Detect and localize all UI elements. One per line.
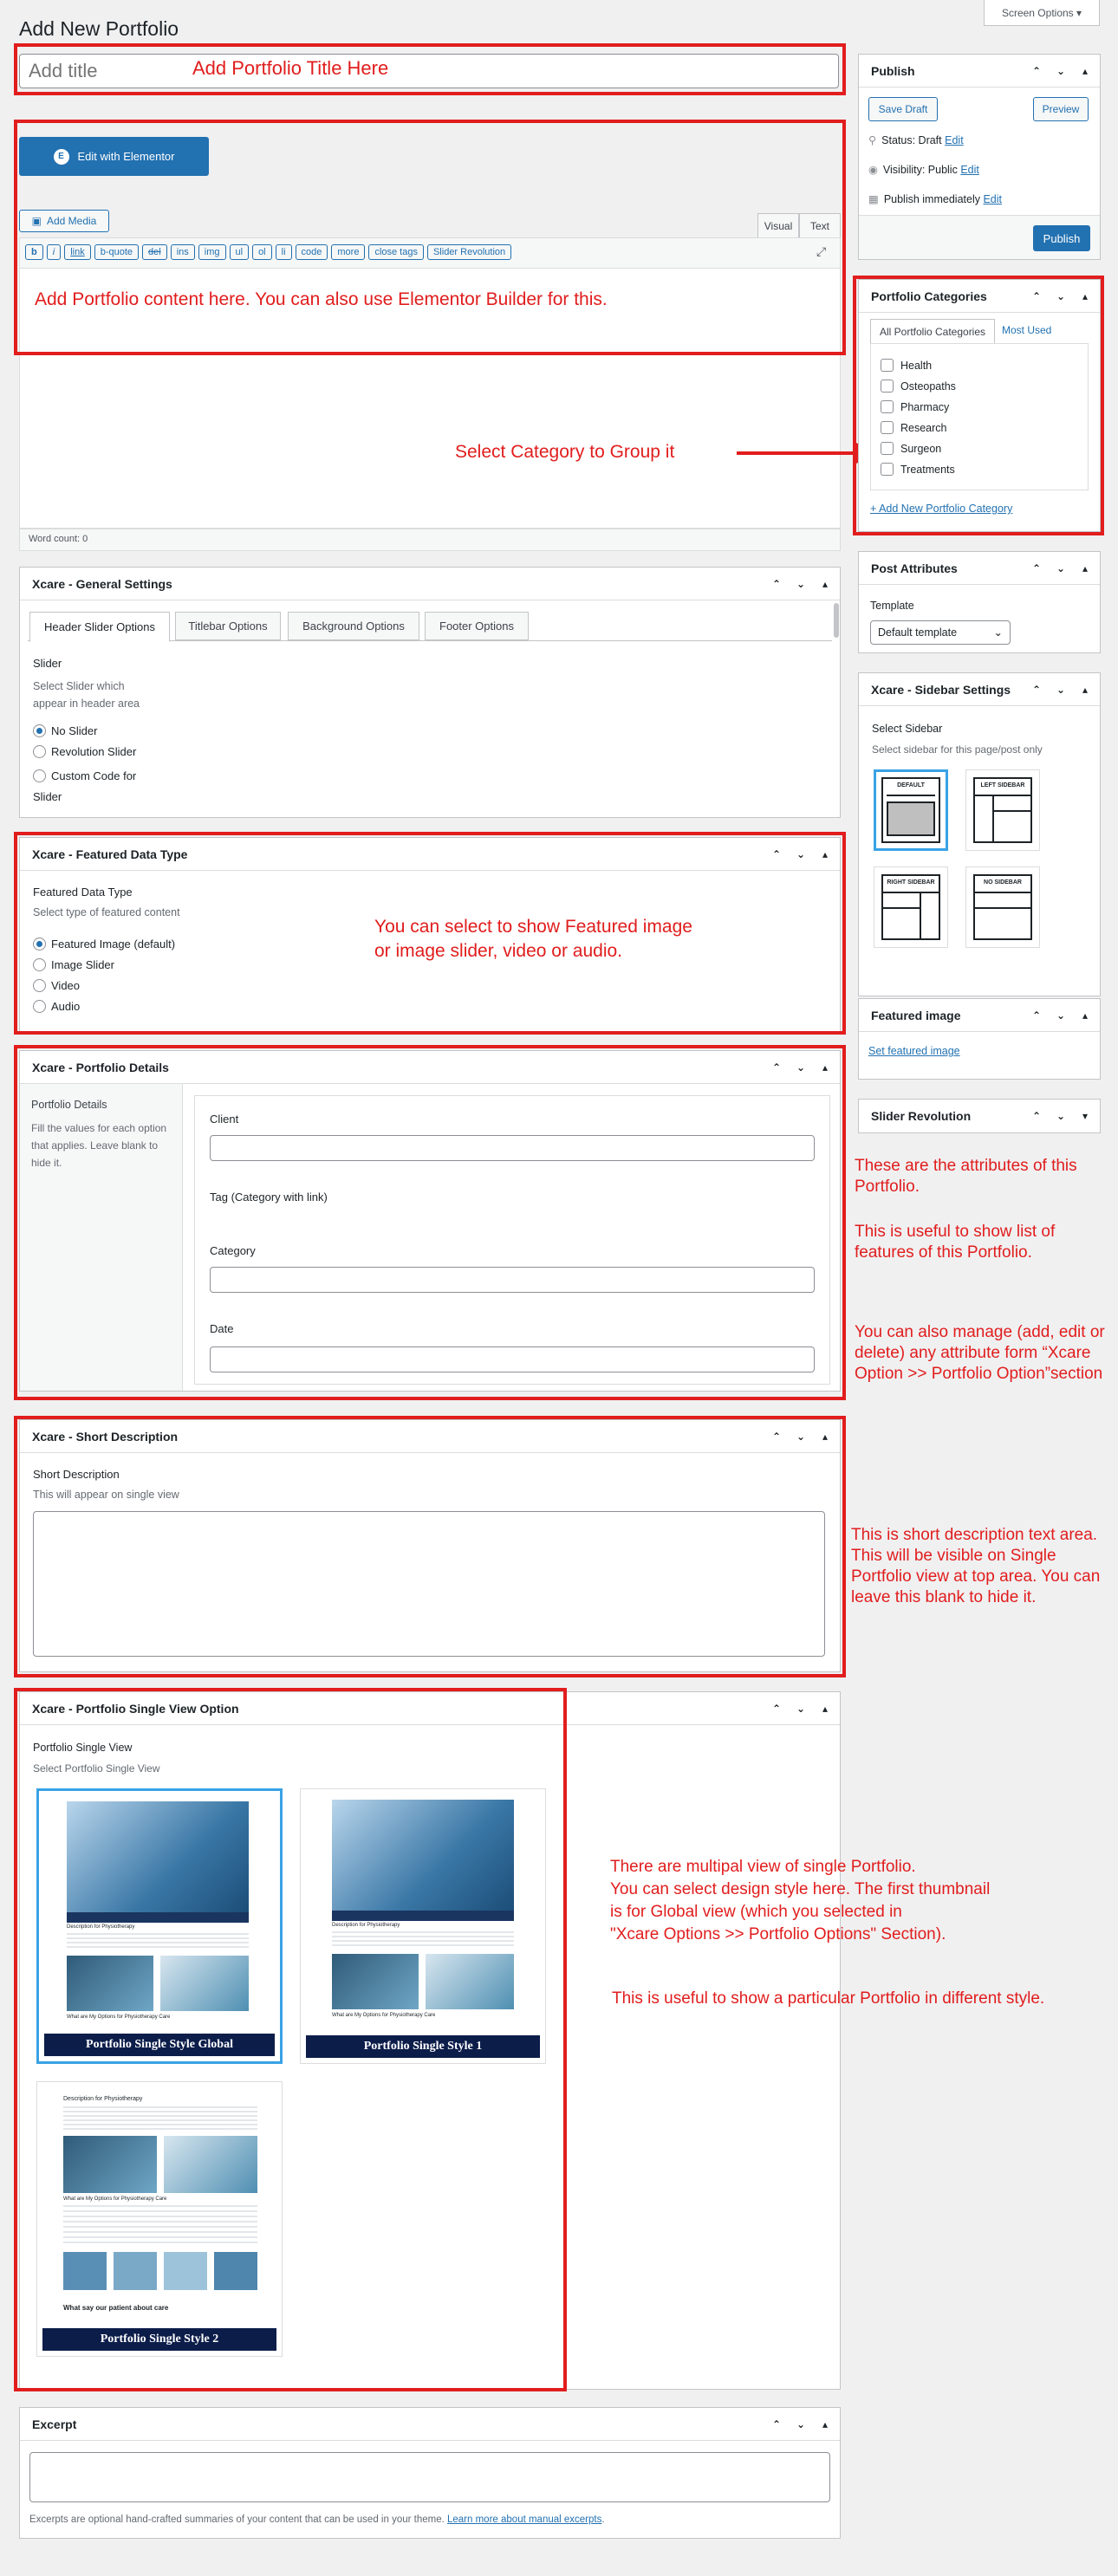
toggle-icon[interactable]: ▴ [1082, 561, 1089, 574]
qt-bquote[interactable]: b-quote [94, 244, 139, 260]
excerpt-help: Excerpts are optional hand-crafted summaries of your content that can be used in your theme. Learn more about manual excerpts. [29, 2514, 605, 2525]
sidebar-label: Select Sidebar [872, 723, 943, 735]
slider-label: Slider [33, 657, 62, 670]
date-input[interactable] [210, 1346, 815, 1372]
qt-img[interactable]: img [198, 244, 226, 260]
sidebar-option-none[interactable] [965, 866, 1040, 948]
thumb-caption-style-1: Portfolio Single Style 1 [306, 2035, 540, 2058]
move-up-icon[interactable]: ⌃ [771, 1430, 782, 1443]
general-settings-title: Xcare - General Settings [32, 576, 172, 591]
portfolio-details-title: Xcare - Portfolio Details [32, 1060, 169, 1074]
category-health[interactable]: Health [881, 359, 932, 372]
chevron-down-icon: ⌄ [993, 626, 1003, 639]
category-treatments[interactable]: Treatments [881, 463, 955, 476]
toggle-icon[interactable]: ▴ [822, 577, 829, 590]
note-short: This is short description text area. This will be visible on Single Portfolio view at top area. You can leave this blank to hide it. [851, 1526, 1101, 1606]
add-category-link[interactable]: + Add New Portfolio Category [870, 503, 1013, 515]
excerpt-textarea[interactable] [29, 2452, 830, 2502]
schedule-edit-link[interactable]: Edit [983, 193, 1003, 205]
date-label: Date [210, 1322, 234, 1335]
toggle-icon[interactable]: ▾ [1082, 1110, 1089, 1122]
short-description-label: Short Description [33, 1468, 120, 1481]
thumb-hospital-photo [67, 1801, 249, 1912]
thumb-caption-style-2: Portfolio Single Style 2 [42, 2328, 276, 2351]
toggle-icon[interactable]: ▴ [1082, 289, 1089, 302]
qt-more[interactable]: more [331, 244, 365, 260]
move-down-icon[interactable]: ⌄ [1056, 683, 1066, 696]
move-up-icon[interactable]: ⌃ [771, 847, 782, 860]
thumb-caption-global: Portfolio Single Style Global [44, 2034, 275, 2056]
move-up-icon[interactable]: ⌃ [1031, 683, 1042, 696]
toggle-icon[interactable]: ▴ [822, 1702, 829, 1715]
move-down-icon[interactable]: ⌄ [1056, 289, 1066, 302]
quicktags-toolbar [19, 237, 841, 269]
move-up-icon[interactable]: ⌃ [1031, 64, 1042, 77]
toggle-icon[interactable]: ▴ [822, 1061, 829, 1074]
option-no-slider[interactable]: No Slider [33, 724, 97, 737]
move-up-icon[interactable]: ⌃ [1031, 1009, 1042, 1022]
note-attr-3: You can also manage (add, edit or delete) any attribute form “Xcare Option >> Portfolio Option”section [855, 1323, 1105, 1383]
eye-icon: ◉ [868, 164, 878, 176]
toggle-icon[interactable]: ▴ [822, 2417, 829, 2430]
details-side-desc: Fill the values for each option that applies. Leave blank to hide it. [31, 1122, 167, 1169]
note-single-2: This is useful to show a particular Portfolio in different style. [612, 1989, 1045, 2008]
thumb-heading-2: What are My Options for Physiotherapy Care [332, 2013, 436, 2018]
thumb-photo-nurse [164, 2136, 257, 2193]
thumb-photo-surgeons [63, 2136, 157, 2193]
add-media-button[interactable]: ▣ Add Media [19, 210, 109, 232]
status-edit-link[interactable]: Edit [945, 134, 964, 146]
move-up-icon[interactable]: ⌃ [771, 1061, 782, 1074]
move-down-icon[interactable]: ⌄ [1056, 1110, 1066, 1122]
word-count: Word count: 0 [29, 534, 88, 544]
tab-header-slider[interactable]: Header Slider Options [29, 612, 170, 642]
thumb-photo-surgeons [67, 1956, 153, 2011]
note-featured: You can select to show Featured image or image slider, video or audio. [374, 917, 692, 961]
option-image-slider[interactable]: Image Slider [33, 958, 114, 971]
qt-del[interactable]: del [142, 244, 167, 260]
qt-b[interactable]: b [25, 244, 43, 260]
category-surgeon[interactable]: Surgeon [881, 442, 941, 455]
thumb-heading-3: What say our patient about care [63, 2304, 169, 2312]
single-view-desc: Select Portfolio Single View [33, 1762, 160, 1775]
note-single-1: There are multipal view of single Portfolio. You can select design style here. The first thumbnail is for Global view (which you selected in "Xcare Options >> Portfolio Options" Section). [610, 1858, 991, 1943]
tab-visual[interactable]: Visual [757, 213, 799, 237]
category-research[interactable]: Research [881, 421, 947, 434]
sidebar-option-default[interactable] [874, 769, 948, 851]
thumb-style-2[interactable] [36, 2081, 283, 2357]
qt-li[interactable]: li [276, 244, 292, 260]
thumb-photo-c [164, 2252, 207, 2290]
thumb-photo-a [63, 2252, 107, 2290]
set-featured-image-link[interactable]: Set featured image [868, 1045, 960, 1057]
thumb-heading: Description for Physiotherapy [63, 2096, 143, 2102]
move-down-icon[interactable]: ⌄ [796, 1061, 806, 1074]
sidebar-settings-title: Xcare - Sidebar Settings [871, 682, 1011, 697]
single-view-title: Xcare - Portfolio Single View Option [32, 1701, 239, 1716]
category-pharmacy[interactable]: Pharmacy [881, 400, 949, 413]
featured-image-box [858, 998, 1101, 1080]
short-description-title: Xcare - Short Description [32, 1429, 179, 1444]
move-down-icon[interactable]: ⌄ [1056, 561, 1066, 574]
sidebar-default-label: DEFAULT [897, 782, 925, 788]
toggle-icon[interactable]: ▴ [1082, 64, 1089, 77]
move-up-icon[interactable]: ⌃ [1031, 561, 1042, 574]
visibility-row: ◉ Visibility: Public Edit [868, 164, 979, 176]
qt-ol[interactable]: ol [252, 244, 272, 260]
slider-revolution-box [858, 1099, 1101, 1133]
note-title: Add Portfolio Title Here [192, 57, 389, 79]
thumb-photo-nurse [426, 1954, 514, 2009]
template-label: Template [870, 600, 914, 612]
move-up-icon[interactable]: ⌃ [771, 577, 782, 590]
client-input[interactable] [210, 1135, 815, 1161]
slider-revolution-title: Slider Revolution [871, 1109, 972, 1123]
move-down-icon[interactable]: ⌄ [796, 577, 806, 590]
title-input[interactable] [19, 54, 839, 88]
status-row: ⚲ Status: Draft Edit [868, 134, 964, 146]
excerpt-learn-more-link[interactable]: Learn more about manual excerpts [447, 2514, 602, 2525]
word-count-bar [19, 529, 841, 551]
thumb-photo-b [114, 2252, 157, 2290]
option-video[interactable]: Video [33, 979, 80, 992]
tab-footer[interactable]: Footer Options [425, 612, 529, 640]
move-down-icon[interactable]: ⌄ [796, 1430, 806, 1443]
note-category: Select Category to Group it [455, 442, 675, 462]
move-down-icon[interactable]: ⌄ [796, 847, 806, 860]
move-down-icon[interactable]: ⌄ [1056, 1009, 1066, 1022]
tab-background[interactable]: Background Options [288, 612, 419, 640]
tab-titlebar[interactable]: Titlebar Options [175, 612, 281, 640]
fullscreen-icon[interactable]: ⤢ [816, 244, 827, 258]
thumb-photo-nurse [160, 1956, 249, 2011]
thumb-heading-2: What are My Options for Physiotherapy Care [63, 2196, 167, 2202]
thumb-heading-2: What are My Options for Physiotherapy Care [67, 2015, 171, 2020]
tab-all-categories[interactable]: All Portfolio Categories [870, 319, 995, 343]
single-view-label: Portfolio Single View [33, 1742, 133, 1754]
categories-title: Portfolio Categories [871, 289, 987, 303]
qt-ins[interactable]: ins [171, 244, 195, 260]
attributes-title: Post Attributes [871, 561, 958, 575]
thumb-heading: Description for Physiotherapy [332, 1923, 400, 1928]
thumb-photo-d [214, 2252, 257, 2290]
qt-link[interactable]: link [64, 244, 91, 260]
option-featured-image[interactable]: Featured Image (default) [33, 938, 175, 951]
option-custom-code[interactable]: Custom Code for Slider [33, 769, 137, 803]
save-draft-button[interactable]: Save Draft [868, 97, 938, 121]
thumb-heading: Description for Physiotherapy [67, 1924, 135, 1930]
toggle-icon[interactable]: ▴ [822, 847, 829, 860]
visibility-edit-link[interactable]: Edit [960, 164, 979, 176]
move-up-icon[interactable]: ⌃ [771, 2417, 782, 2430]
sidebar-right-label: RIGHT SIDEBAR [887, 879, 935, 886]
sidebar-left-label: LEFT SIDEBAR [980, 782, 1025, 788]
slider-desc: Select Slider which appear in header area [33, 680, 140, 710]
excerpt-title: Excerpt [32, 2417, 77, 2431]
tag-label: Tag (Category with link) [210, 1191, 328, 1204]
toggle-icon[interactable]: ▴ [1082, 683, 1089, 696]
category-input[interactable] [210, 1267, 815, 1293]
media-icon: ▣ [31, 215, 42, 227]
featured-type-desc: Select type of featured content [33, 906, 180, 918]
move-up-icon[interactable]: ⌃ [1031, 1110, 1042, 1122]
details-side-label: Portfolio Details [31, 1099, 107, 1111]
publish-button[interactable]: Publish [1033, 225, 1090, 251]
thumb-hospital-photo [332, 1800, 514, 1911]
tab-text[interactable]: Text [799, 213, 841, 237]
template-select[interactable]: Default template ⌄ [870, 620, 1011, 645]
short-description-desc: This will appear on single view [33, 1489, 179, 1501]
client-label: Client [210, 1113, 239, 1126]
option-revolution-slider[interactable]: Revolution Slider [33, 745, 136, 758]
sidebar-none-label: NO SIDEBAR [984, 879, 1022, 886]
sidebar-option-right[interactable] [874, 866, 948, 948]
pin-icon: ⚲ [868, 134, 877, 146]
move-down-icon[interactable]: ⌄ [796, 1702, 806, 1715]
qt-ul[interactable]: ul [230, 244, 250, 260]
qt-close-tags[interactable]: close tags [368, 244, 424, 260]
tab-most-used[interactable]: Most Used [1002, 324, 1052, 336]
screen-options-button[interactable]: Screen Options ▾ [984, 0, 1100, 26]
move-up-icon[interactable]: ⌃ [1031, 289, 1042, 302]
preview-button[interactable]: Preview [1033, 97, 1089, 121]
arrow-to-categories [737, 440, 875, 466]
sidebar-desc: Select sidebar for this page/post only [872, 743, 1043, 756]
featured-type-title: Xcare - Featured Data Type [32, 847, 188, 861]
note-attr-2: This is useful to show list of features of this Portfolio. [855, 1223, 1056, 1262]
note-attr-1: These are the attributes of this Portfolio. [855, 1157, 1077, 1196]
move-down-icon[interactable]: ⌄ [796, 2417, 806, 2430]
category-label: Category [210, 1244, 256, 1257]
publish-title: Publish [871, 63, 915, 78]
note-content: Add Portfolio content here. You can also use Elementor Builder for this. [35, 289, 608, 309]
edit-with-elementor-button[interactable]: E Edit with Elementor [19, 137, 209, 176]
move-down-icon[interactable]: ⌄ [1056, 64, 1066, 77]
short-description-textarea[interactable] [33, 1511, 825, 1657]
featured-type-label: Featured Data Type [33, 886, 133, 899]
move-up-icon[interactable]: ⌃ [771, 1702, 782, 1715]
thumb-photo-surgeons [332, 1954, 419, 2009]
general-scrollbar[interactable] [834, 603, 839, 638]
schedule-row: ▦ Publish immediately Edit [868, 193, 1003, 205]
category-osteopaths[interactable]: Osteopaths [881, 380, 956, 393]
option-audio[interactable]: Audio [33, 1000, 80, 1013]
qt-i[interactable]: i [47, 244, 61, 260]
qt-code[interactable]: code [296, 244, 328, 260]
featured-image-title: Featured image [871, 1008, 961, 1022]
page-title: Add New Portfolio [19, 17, 179, 40]
toggle-icon[interactable]: ▴ [1082, 1009, 1089, 1022]
thumb-nav-bar [67, 1912, 249, 1923]
calendar-icon: ▦ [868, 193, 879, 205]
elementor-icon: E [54, 149, 69, 165]
sidebar-option-left[interactable] [965, 769, 1040, 851]
qt-slider-revolution[interactable]: Slider Revolution [427, 244, 511, 260]
thumb-global[interactable] [36, 1788, 283, 2064]
thumb-style-1[interactable] [300, 1788, 546, 2064]
toggle-icon[interactable]: ▴ [822, 1430, 829, 1443]
thumb-nav-bar [332, 1911, 514, 1921]
